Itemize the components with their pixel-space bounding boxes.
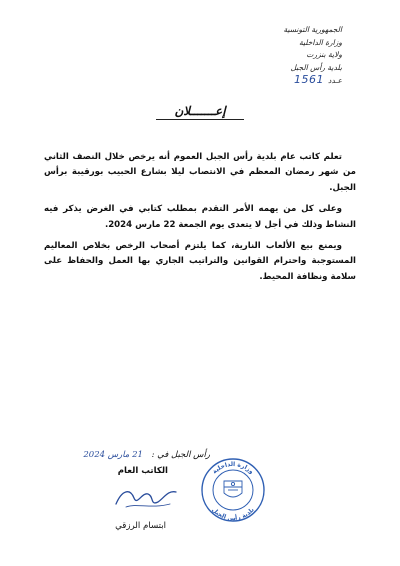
header-municipality: بلدية رأس الجبل — [290, 62, 342, 72]
handwritten-signature-icon — [112, 482, 180, 512]
stamp-text-top: وزارة الداخلية — [211, 460, 255, 476]
header-republic: الجمهورية التونسية — [283, 25, 342, 34]
handwritten-date: 21 مارس 2024 — [83, 450, 143, 460]
document-header — [212, 24, 342, 88]
header-governorate: ولاية بنزرت — [306, 50, 342, 59]
stamp-emblem-icon — [224, 481, 242, 497]
official-stamp — [198, 457, 268, 523]
announcement-title — [0, 104, 400, 120]
signer-name: ابتسام الرزقي — [115, 521, 166, 531]
announcement-title-text: إعـــــــلان — [156, 104, 243, 120]
header-ministry: وزارة الداخلية — [298, 37, 342, 47]
reference-line — [212, 74, 342, 88]
signer-title: الكاتب العام — [117, 466, 168, 476]
announcement-body — [44, 150, 356, 291]
stamp-text-bottom: بلدية رأس الجبل — [210, 506, 256, 523]
body-paragraph: تعلم كاتب عام بلدية رأس الجبل العموم أنه يرخص خلال النصف الثاني من شهر رمضان المعظم في الانتصاب ليلا بشارع الحبيب بورقيبة برأس الجبل. — [44, 152, 356, 193]
place-label: رأس الجبل في : — [151, 450, 210, 460]
reference-number: 1561 — [294, 73, 325, 86]
reference-label: عـدد — [328, 76, 342, 85]
body-paragraph: ويمنع بيع الألعاب النارية، كما يلتزم أصحاب الرخص بخلاص المعاليم المستوجبة واحترام القوانين والتراتيب الجاري بها العمل والحفاظ على سلامة ونظافة المحيط. — [44, 241, 356, 282]
body-paragraph: وعلى كل من يهمه الأمر التقدم بمطلب كتابي في الغرض يذكر فيه النشاط وذلك في أجل لا يتعدى يوم الجمعة 22 مارس 2024. — [44, 204, 356, 230]
place-date-line — [70, 450, 210, 460]
